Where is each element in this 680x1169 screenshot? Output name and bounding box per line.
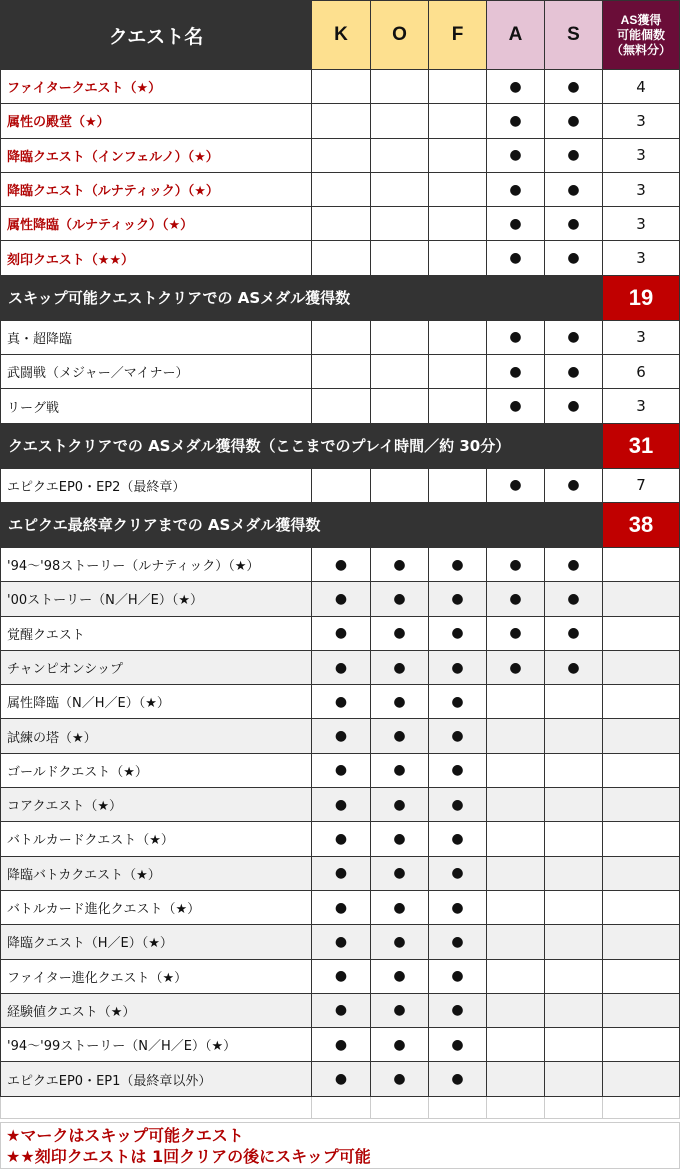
footnote-double-star: ★★刻印クエストは 1回クリアの後にスキップ可能 (6, 1147, 371, 1166)
header-f: F (429, 0, 487, 70)
s-mark: ● (545, 548, 603, 582)
k-mark: ● (312, 617, 371, 651)
k-mark (312, 469, 371, 503)
o-mark (371, 389, 429, 423)
s-mark (545, 925, 603, 959)
quest-name: 属性の殿堂（★） (0, 104, 312, 138)
footnotes (0, 1122, 680, 1169)
a-mark (487, 788, 545, 822)
f-mark: ● (429, 754, 487, 788)
subtotal-row (0, 424, 680, 469)
a-mark (487, 960, 545, 994)
table-row (0, 104, 680, 138)
as-count (603, 617, 680, 651)
table-row (0, 719, 680, 753)
quest-name: '94～'98ストーリー（ルナティック）（★） (0, 548, 312, 582)
quest-name: バトルカード進化クエスト（★） (0, 891, 312, 925)
a-mark: ● (487, 617, 545, 651)
quest-name: エピクエEP0・EP1（最終章以外） (0, 1062, 312, 1096)
subtotal-value: 19 (603, 276, 680, 321)
as-count (603, 685, 680, 719)
a-mark (487, 719, 545, 753)
a-mark (487, 822, 545, 856)
quest-name: ファイター進化クエスト（★） (0, 960, 312, 994)
table-row (0, 754, 680, 788)
f-mark: ● (429, 651, 487, 685)
o-mark (371, 173, 429, 207)
table-row (0, 617, 680, 651)
table-row (0, 173, 680, 207)
header-a: A (487, 0, 545, 70)
table-row (0, 925, 680, 959)
quest-name: エピクエEP0・EP2（最終章） (0, 469, 312, 503)
a-mark: ● (487, 651, 545, 685)
f-mark (429, 389, 487, 423)
o-mark (371, 469, 429, 503)
o-mark (371, 355, 429, 389)
empty-cell (312, 1097, 371, 1119)
empty-cell (487, 1097, 545, 1119)
s-mark: ● (545, 389, 603, 423)
s-mark (545, 960, 603, 994)
o-mark: ● (371, 891, 429, 925)
as-count: 3 (603, 389, 680, 423)
table-row (0, 857, 680, 891)
o-mark: ● (371, 754, 429, 788)
as-count (603, 719, 680, 753)
f-mark: ● (429, 1028, 487, 1062)
k-mark: ● (312, 857, 371, 891)
o-mark (371, 207, 429, 241)
f-mark (429, 139, 487, 173)
f-mark: ● (429, 960, 487, 994)
as-count (603, 925, 680, 959)
k-mark: ● (312, 754, 371, 788)
f-mark: ● (429, 822, 487, 856)
k-mark: ● (312, 582, 371, 616)
a-mark: ● (487, 355, 545, 389)
f-mark: ● (429, 617, 487, 651)
as-count (603, 822, 680, 856)
as-count (603, 891, 680, 925)
f-mark: ● (429, 788, 487, 822)
subtotal-label: スキップ可能クエストクリアでの ASメダル獲得数 (0, 276, 603, 321)
table-row (0, 207, 680, 241)
a-mark: ● (487, 173, 545, 207)
table-row (0, 651, 680, 685)
f-mark: ● (429, 891, 487, 925)
o-mark (371, 241, 429, 275)
s-mark: ● (545, 173, 603, 207)
k-mark (312, 355, 371, 389)
o-mark: ● (371, 719, 429, 753)
f-mark (429, 173, 487, 207)
s-mark: ● (545, 139, 603, 173)
table-row (0, 1028, 680, 1062)
s-mark (545, 1028, 603, 1062)
o-mark: ● (371, 1062, 429, 1096)
total-row (0, 503, 680, 548)
a-mark: ● (487, 321, 545, 355)
table-row (0, 582, 680, 616)
k-mark: ● (312, 651, 371, 685)
quest-name: 武闘戦（メジャー／マイナー） (0, 355, 312, 389)
table-row (0, 994, 680, 1028)
quest-name: 降臨クエスト（ルナティック）（★） (0, 173, 312, 207)
f-mark: ● (429, 925, 487, 959)
f-mark: ● (429, 1062, 487, 1096)
header-as-line3: （無料分） (610, 42, 671, 57)
a-mark: ● (487, 207, 545, 241)
a-mark (487, 1062, 545, 1096)
table-row (0, 685, 680, 719)
s-mark: ● (545, 207, 603, 241)
as-count (603, 788, 680, 822)
table-row (0, 1062, 680, 1096)
quest-name: 試練の塔（★） (0, 719, 312, 753)
k-mark (312, 321, 371, 355)
empty-cell (371, 1097, 429, 1119)
a-mark (487, 685, 545, 719)
empty-cell (603, 1097, 680, 1119)
o-mark: ● (371, 960, 429, 994)
quest-name: コアクエスト（★） (0, 788, 312, 822)
quest-name: 真・超降臨 (0, 321, 312, 355)
as-count: 4 (603, 70, 680, 104)
empty-cell (429, 1097, 487, 1119)
o-mark: ● (371, 857, 429, 891)
table-row (0, 355, 680, 389)
header-k: K (312, 0, 371, 70)
table-row (0, 241, 680, 275)
f-mark (429, 321, 487, 355)
k-mark: ● (312, 685, 371, 719)
k-mark: ● (312, 548, 371, 582)
empty-row (0, 1097, 680, 1119)
quest-name: ファイタークエスト（★） (0, 70, 312, 104)
f-mark (429, 207, 487, 241)
table-row (0, 321, 680, 355)
quest-name: チャンピオンシップ (0, 651, 312, 685)
k-mark (312, 389, 371, 423)
s-mark: ● (545, 469, 603, 503)
empty-cell (545, 1097, 603, 1119)
s-mark: ● (545, 70, 603, 104)
a-mark: ● (487, 469, 545, 503)
table-row (0, 389, 680, 423)
as-count (603, 548, 680, 582)
s-mark: ● (545, 617, 603, 651)
f-mark (429, 104, 487, 138)
quest-name: リーグ戦 (0, 389, 312, 423)
k-mark: ● (312, 719, 371, 753)
s-mark: ● (545, 321, 603, 355)
table-row (0, 139, 680, 173)
k-mark (312, 104, 371, 138)
k-mark: ● (312, 960, 371, 994)
k-mark (312, 207, 371, 241)
a-mark: ● (487, 104, 545, 138)
subtotal-label: クエストクリアでの ASメダル獲得数（ここまでのプレイ時間／約 30分） (0, 424, 603, 469)
f-mark (429, 70, 487, 104)
s-mark: ● (545, 355, 603, 389)
as-count (603, 1062, 680, 1096)
k-mark: ● (312, 788, 371, 822)
o-mark: ● (371, 994, 429, 1028)
as-count: 3 (603, 321, 680, 355)
quest-name: バトルカードクエスト（★） (0, 822, 312, 856)
table-row (0, 469, 680, 503)
header-as-count (603, 0, 680, 70)
o-mark: ● (371, 925, 429, 959)
as-count (603, 994, 680, 1028)
s-mark (545, 1062, 603, 1096)
table-header (0, 0, 680, 70)
a-mark: ● (487, 70, 545, 104)
s-mark: ● (545, 651, 603, 685)
as-count (603, 960, 680, 994)
k-mark (312, 139, 371, 173)
table-row (0, 788, 680, 822)
table-row (0, 70, 680, 104)
a-mark: ● (487, 139, 545, 173)
s-mark (545, 857, 603, 891)
k-mark: ● (312, 822, 371, 856)
subtotal-value: 31 (603, 424, 680, 469)
k-mark: ● (312, 1062, 371, 1096)
a-mark: ● (487, 389, 545, 423)
quest-name: 降臨バトカクエスト（★） (0, 857, 312, 891)
quest-name: 属性降臨（N／H／E）（★） (0, 685, 312, 719)
header-as-line2: 可能個数 (616, 27, 665, 42)
as-count (603, 651, 680, 685)
k-mark: ● (312, 891, 371, 925)
f-mark: ● (429, 685, 487, 719)
s-mark (545, 685, 603, 719)
o-mark (371, 139, 429, 173)
header-quest-name: クエスト名 (0, 0, 312, 70)
as-count (603, 1028, 680, 1062)
s-mark (545, 822, 603, 856)
as-count (603, 857, 680, 891)
as-count: 3 (603, 173, 680, 207)
f-mark (429, 355, 487, 389)
o-mark (371, 104, 429, 138)
s-mark: ● (545, 582, 603, 616)
as-count: 7 (603, 469, 680, 503)
footnote-star: ★マークはスキップ可能クエスト (6, 1126, 244, 1145)
quest-name: 経験値クエスト（★） (0, 994, 312, 1028)
s-mark (545, 788, 603, 822)
s-mark: ● (545, 104, 603, 138)
k-mark: ● (312, 1028, 371, 1062)
o-mark: ● (371, 548, 429, 582)
quest-name: 降臨クエスト（インフェルノ）（★） (0, 139, 312, 173)
a-mark (487, 1028, 545, 1062)
k-mark: ● (312, 994, 371, 1028)
table-row (0, 960, 680, 994)
s-mark: ● (545, 241, 603, 275)
quest-name: '94～'99ストーリー（N／H／E）（★） (0, 1028, 312, 1062)
a-mark: ● (487, 582, 545, 616)
s-mark (545, 719, 603, 753)
f-mark: ● (429, 548, 487, 582)
quest-name: 属性降臨（ルナティック）（★） (0, 207, 312, 241)
as-count (603, 582, 680, 616)
o-mark: ● (371, 651, 429, 685)
o-mark: ● (371, 685, 429, 719)
quest-name: ゴールドクエスト（★） (0, 754, 312, 788)
total-label: エピクエ最終章クリアまでの ASメダル獲得数 (0, 503, 603, 548)
k-mark (312, 173, 371, 207)
o-mark: ● (371, 788, 429, 822)
o-mark: ● (371, 617, 429, 651)
header-as-line1: AS獲得 (620, 12, 662, 27)
o-mark: ● (371, 822, 429, 856)
as-count: 3 (603, 104, 680, 138)
f-mark: ● (429, 719, 487, 753)
a-mark (487, 754, 545, 788)
total-value: 38 (603, 503, 680, 548)
s-mark (545, 994, 603, 1028)
header-o: O (371, 0, 429, 70)
f-mark: ● (429, 994, 487, 1028)
a-mark (487, 891, 545, 925)
s-mark (545, 754, 603, 788)
a-mark: ● (487, 241, 545, 275)
as-count (603, 754, 680, 788)
table-row (0, 822, 680, 856)
quest-name: '00ストーリー（N／H／E）（★） (0, 582, 312, 616)
empty-cell (0, 1097, 312, 1119)
o-mark (371, 321, 429, 355)
table-row (0, 548, 680, 582)
subtotal-row (0, 276, 680, 321)
k-mark (312, 70, 371, 104)
as-count: 3 (603, 241, 680, 275)
quest-name: 覚醒クエスト (0, 617, 312, 651)
header-s: S (545, 0, 603, 70)
quest-name: 刻印クエスト（★★） (0, 241, 312, 275)
a-mark (487, 994, 545, 1028)
f-mark (429, 469, 487, 503)
f-mark: ● (429, 857, 487, 891)
a-mark: ● (487, 548, 545, 582)
f-mark (429, 241, 487, 275)
as-count: 3 (603, 139, 680, 173)
as-count: 6 (603, 355, 680, 389)
k-mark (312, 241, 371, 275)
as-count: 3 (603, 207, 680, 241)
s-mark (545, 891, 603, 925)
o-mark (371, 70, 429, 104)
table-row (0, 891, 680, 925)
a-mark (487, 925, 545, 959)
a-mark (487, 857, 545, 891)
o-mark: ● (371, 582, 429, 616)
k-mark: ● (312, 925, 371, 959)
o-mark: ● (371, 1028, 429, 1062)
f-mark: ● (429, 582, 487, 616)
quest-name: 降臨クエスト（H／E）（★） (0, 925, 312, 959)
